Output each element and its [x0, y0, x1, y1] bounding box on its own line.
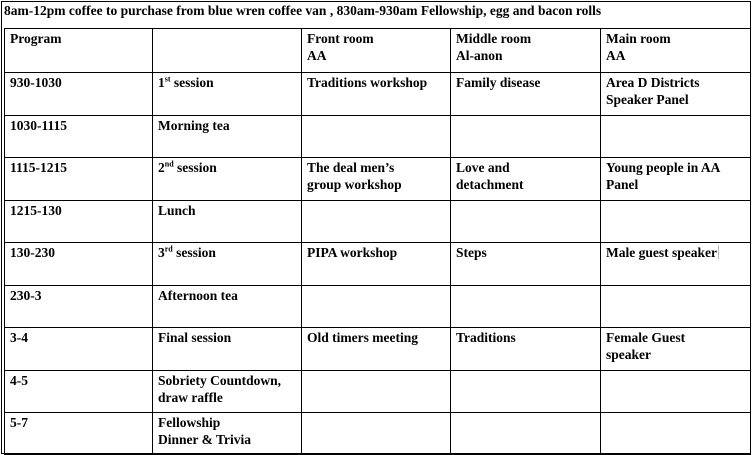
front-room-cell: Old timers meeting: [302, 328, 451, 371]
main-room-cell: [601, 413, 751, 455]
front-room-cell: [302, 116, 451, 158]
front-room-cell: [302, 201, 451, 243]
main-room-cell: Area D Districts Speaker Panel: [601, 73, 751, 116]
main-room-cell: [601, 371, 751, 413]
middle-room-cell: Family disease: [451, 73, 601, 116]
session-cell: Afternoon tea: [153, 286, 302, 328]
middle-room-cell: [451, 413, 601, 455]
header-session: [153, 29, 302, 73]
middle-room-cell: Love and detachment: [451, 158, 601, 201]
session-cell: Final session: [153, 328, 302, 371]
main-room-cell: [601, 116, 751, 158]
middle-room-cell: [451, 116, 601, 158]
time-cell: 1115-1215: [5, 158, 153, 201]
middle-room-cell: Steps: [451, 243, 601, 286]
front-room-cell: [302, 413, 451, 455]
main-room-cell: Male guest speaker: [601, 243, 751, 286]
time-cell: 930-1030: [5, 73, 153, 116]
time-cell: 1030-1115: [5, 116, 153, 158]
table-row: [5, 116, 751, 158]
table-row: [5, 371, 751, 413]
table-row: [5, 73, 751, 116]
time-cell: 5-7: [5, 413, 153, 455]
main-room-cell: Young people in AA Panel: [601, 158, 751, 201]
front-room-cell: [302, 371, 451, 413]
session-cell: 1st session: [153, 73, 302, 116]
header-note: 8am-12pm coffee to purchase from blue wren coffee van , 830am-930am Fellowship, egg and bacon rolls: [4, 3, 602, 18]
session-cell: 2nd session: [153, 158, 302, 201]
header-middle-room: Middle room Al-anon: [451, 29, 601, 73]
front-room-cell: Traditions workshop: [302, 73, 451, 116]
time-cell: 130-230: [5, 243, 153, 286]
table-row: [5, 413, 751, 455]
program-table: [4, 28, 751, 455]
table-row: [5, 328, 751, 371]
header-front-room: Front room AA: [302, 29, 451, 73]
table-header-row: [5, 29, 751, 73]
time-cell: 3-4: [5, 328, 153, 371]
main-room-cell: [601, 286, 751, 328]
header-main-room: Main room AA: [601, 29, 751, 73]
session-cell: Fellowship Dinner & Trivia: [153, 413, 302, 455]
front-room-cell: PIPA workshop: [302, 243, 451, 286]
table-row: [5, 286, 751, 328]
text-cursor: [718, 245, 719, 259]
header-program: Program: [5, 29, 153, 73]
table-row: [5, 158, 751, 201]
time-cell: 4-5: [5, 371, 153, 413]
session-cell: Morning tea: [153, 116, 302, 158]
time-cell: 230-3: [5, 286, 153, 328]
main-room-cell: Female Guest speaker: [601, 328, 751, 371]
session-cell: Sobriety Countdown, draw raffle: [153, 371, 302, 413]
front-room-cell: The deal men’s group workshop: [302, 158, 451, 201]
session-cell: Lunch: [153, 201, 302, 243]
middle-room-cell: [451, 286, 601, 328]
middle-room-cell: [451, 371, 601, 413]
time-cell: 1215-130: [5, 201, 153, 243]
middle-room-cell: Traditions: [451, 328, 601, 371]
main-room-cell: [601, 201, 751, 243]
middle-room-cell: [451, 201, 601, 243]
front-room-cell: [302, 286, 451, 328]
session-cell: 3rd session: [153, 243, 302, 286]
table-row: [5, 243, 751, 286]
table-row: [5, 201, 751, 243]
